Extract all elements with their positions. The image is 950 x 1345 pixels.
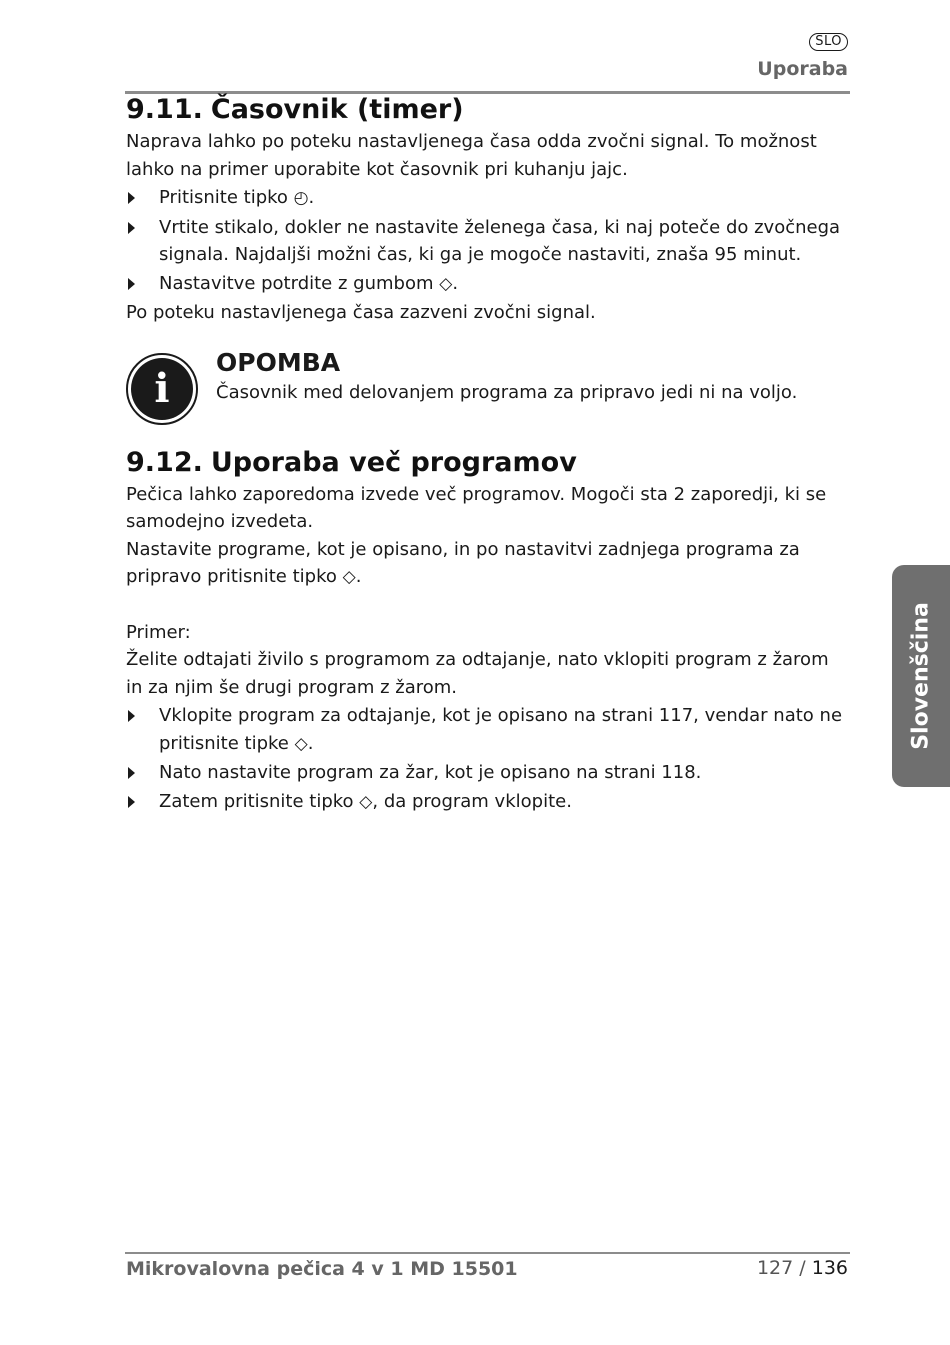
footer-product-title: Mikrovalovna pečica 4 v 1 MD 15501 (126, 1258, 518, 1280)
example-text: Želite odtajati živilo s programom za odtajanje, nato vklopiti program z žarom in za njim še drugi program z žarom. (126, 649, 829, 698)
heading-9-11 (126, 92, 848, 128)
heading-9-12 (126, 445, 848, 481)
bullet-arrow-icon (128, 767, 135, 779)
example-label: Primer: (126, 621, 191, 643)
list-item: Zatem pritisnite tipko ◇, da program vklopite. (126, 788, 848, 817)
heading-number: 9.12. (126, 446, 203, 478)
bullet-arrow-icon (128, 278, 135, 290)
bullet-arrow-icon (128, 192, 135, 204)
side-tab-label: Slovenščina (908, 602, 934, 750)
start-diamond-icon: ◇ (359, 791, 373, 812)
heading-title: Uporaba več programov (210, 446, 577, 478)
list-item: Nato nastavite program za žar, kot je opisano na strani 118. (126, 759, 848, 787)
bullet-arrow-icon (128, 222, 135, 234)
paragraph-2: Nastavite programe, kot je opisano, in po nastavitvi zadnjega programa za pripravo pritisnite tipko ◇. (126, 536, 848, 592)
start-diamond-icon: ◇ (342, 567, 356, 587)
footer-divider (125, 1252, 850, 1254)
list-item: Pritisnite tipko ◴. (126, 184, 848, 213)
heading-number: 9.11. (126, 94, 203, 125)
section-label: Uporaba (757, 58, 848, 80)
start-diamond-icon: ◇ (294, 733, 308, 754)
info-icon: i (126, 353, 198, 425)
list-item: Nastavitve potrdite z gumbom ◇. (126, 270, 848, 299)
paragraph-intro: Naprava lahko po poteku nastavljenega časa odda zvočni signal. To možnost lahko na primer uporabite kot časovnik pri kuhanju jajc. (126, 131, 817, 180)
paragraph-1: Pečica lahko zaporedoma izvede več programov. Mogoči sta 2 zaporedji, ki se samodejno izvedeta. (126, 483, 827, 532)
list-item: Vrtite stikalo, dokler ne nastavite želenega časa, ki naj poteče do zvočnega signala. Najdaljši možni čas, ki ga je mogoče nastaviti, znaša 95 minut. (126, 214, 848, 269)
note-box (126, 347, 848, 439)
main-content (126, 92, 848, 817)
note-title: OPOMBA (216, 347, 341, 377)
page-current: 127 / (756, 1257, 806, 1279)
list-item: Vklopite program za odtajanje, kot je opisano na strani 117, vendar nato ne pritisnite tipke ◇. (126, 702, 848, 758)
heading-title: Časovnik (timer) (210, 94, 464, 125)
note-text: Časovnik med delovanjem programa za pripravo jedi ni na voljo. (216, 381, 798, 403)
language-side-tab (892, 565, 950, 787)
bullet-arrow-icon (128, 796, 135, 808)
bullet-arrow-icon (128, 710, 135, 722)
start-diamond-icon: ◇ (439, 273, 453, 294)
language-badge: SLO (809, 33, 848, 51)
paragraph-outro: Po poteku nastavljenega časa zazveni zvočni signal. (126, 302, 596, 323)
page-total: 136 (811, 1257, 848, 1279)
clock-icon: ◴ (293, 188, 309, 208)
page-number (757, 1257, 848, 1279)
